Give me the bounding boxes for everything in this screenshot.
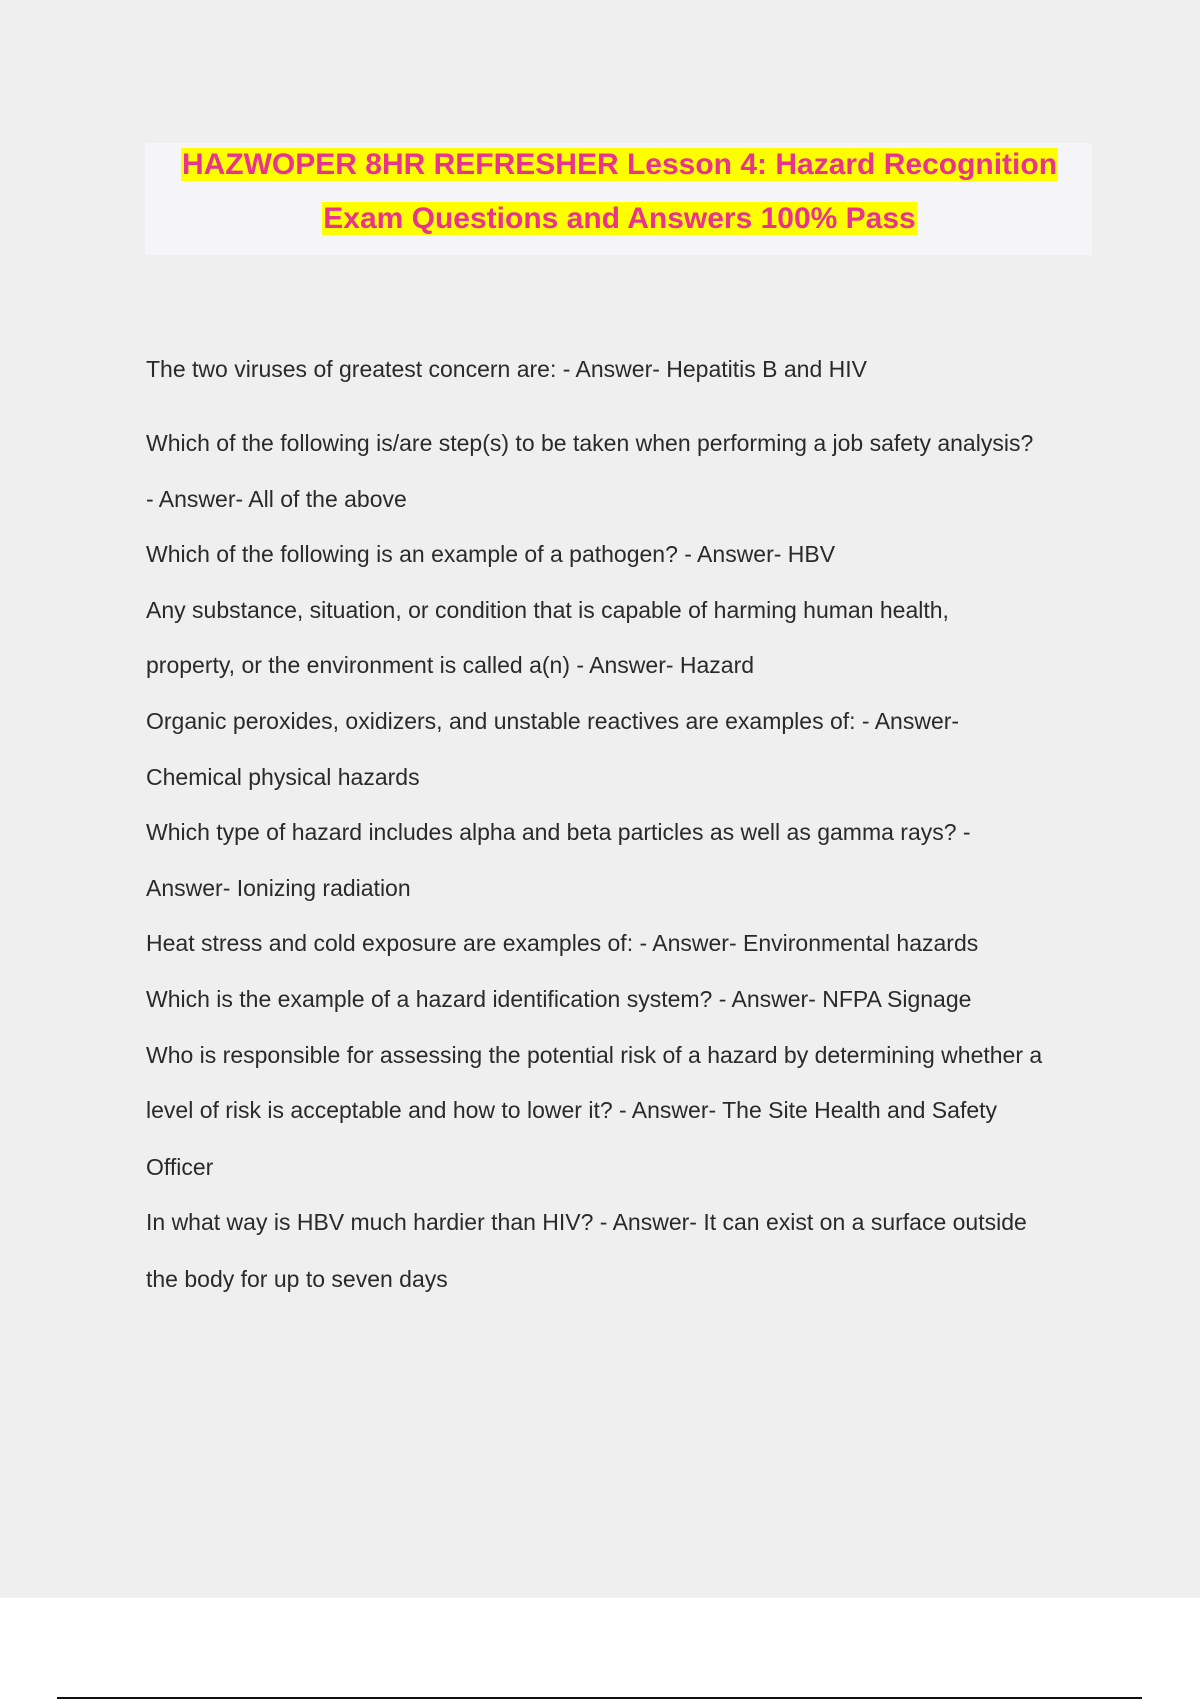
qa-line: Officer (146, 1154, 214, 1180)
qa-line: - Answer- All of the above (146, 486, 407, 512)
qa-line: Answer- Ionizing radiation (146, 875, 411, 901)
document-title (145, 143, 1092, 255)
qa-line: Which of the following is an example of a pathogen? - Answer- HBV (146, 541, 836, 567)
qa-line: Who is responsible for assessing the potential risk of a hazard by determining whether a (146, 1042, 1043, 1068)
qa-line: Heat stress and cold exposure are examples of: - Answer- Environmental hazards (146, 930, 979, 956)
qa-line: In what way is HBV much hardier than HIV? - Answer- It can exist on a surface outside (146, 1209, 1027, 1235)
title-line-2: Exam Questions and Answers 100% Pass (323, 202, 916, 235)
footer-rule (57, 1697, 1142, 1699)
qa-line: Chemical physical hazards (146, 764, 420, 790)
qa-line: Organic peroxides, oxidizers, and unstable reactives are examples of: - Answer- (146, 708, 960, 734)
qa-line: The two viruses of greatest concern are: - Answer- Hepatitis B and HIV (146, 356, 867, 382)
qa-line: Any substance, situation, or condition that is capable of harming human health, (146, 597, 949, 623)
qa-line: Which is the example of a hazard identification system? - Answer- NFPA Signage (146, 986, 972, 1012)
title-line-2-wrap (145, 200, 1094, 238)
title-line-1: HAZWOPER 8HR REFRESHER Lesson 4: Hazard Recognition (181, 148, 1058, 181)
qa-line: Which of the following is/are step(s) to be taken when performing a job safety analysis? (146, 430, 1034, 456)
qa-line: level of risk is acceptable and how to lower it? - Answer- The Site Health and Safety (146, 1097, 998, 1123)
qa-line: the body for up to seven days (146, 1266, 448, 1292)
title-line-1-wrap (145, 146, 1094, 184)
qa-line: property, or the environment is called a(n) - Answer- Hazard (146, 652, 755, 678)
qa-line: Which type of hazard includes alpha and beta particles as well as gamma rays? - (146, 819, 971, 845)
